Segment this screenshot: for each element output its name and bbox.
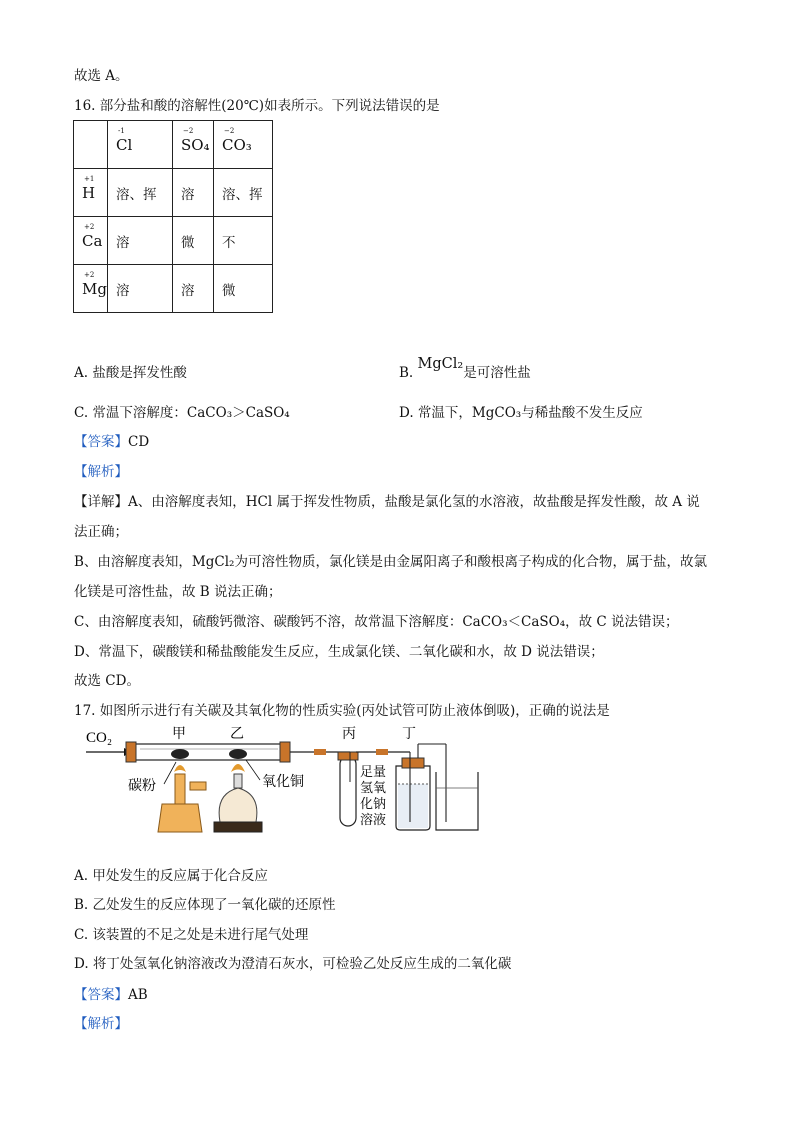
- q17-stem: 17. 如图所示进行有关碳及其氧化物的性质实验(丙处试管可防止液体倒吸)，正确的说法是: [74, 703, 610, 719]
- table-cell: 溶: [172, 169, 213, 217]
- table-row: [74, 265, 273, 313]
- table-cell: 溶: [107, 217, 172, 265]
- beaker: [436, 772, 478, 830]
- q16-option-c: C. 常温下溶解度：CaCO₃＞CaSO₄: [74, 405, 290, 421]
- mgcl2-formula: MgCl₂: [417, 356, 464, 372]
- test-tube-bing: [340, 756, 356, 826]
- q16-detail-b1: B、由溶解度表知，MgCl₂为可溶性物质，氯化镁是由金属阳离子和酸根离子构成的化合物，属于盐，故氯: [74, 554, 707, 570]
- flame-jia: [174, 765, 186, 772]
- table-header-cell: −2 SO₄: [172, 121, 213, 169]
- q16-detail-d: D、常温下，碳酸镁和稀盐酸能发生反应，生成氯化镁、二氧化碳和水，故 D 说法错误；: [74, 644, 604, 660]
- alcohol-lamp: [219, 788, 257, 822]
- table-cell: 溶、挥: [213, 169, 272, 217]
- carbon-powder: [171, 749, 189, 759]
- blast-burner: [175, 774, 185, 804]
- copper-oxide: [229, 749, 247, 759]
- label-copper-oxide: 氧化铜: [262, 774, 304, 790]
- table-cell: 溶: [107, 265, 172, 313]
- q16-analysis-label: 【解析】: [74, 464, 128, 480]
- q17-analysis-label: 【解析】: [74, 1016, 128, 1032]
- right-stopper: [280, 742, 290, 762]
- table-cell: 微: [213, 265, 272, 313]
- experiment-apparatus-figure: [80, 722, 520, 840]
- row-header-cell: +2 Ca: [74, 217, 108, 265]
- q17-option-c: C. 该装置的不足之处是未进行尾气处理: [74, 927, 309, 943]
- flame-yi: [231, 764, 245, 772]
- label-jia: 甲: [172, 726, 186, 742]
- q17-option-a: A. 甲处发生的反应属于化合反应: [74, 868, 268, 884]
- q17-option-b: B. 乙处发生的反应体现了一氧化碳的还原性: [74, 897, 336, 913]
- left-stopper: [126, 742, 136, 762]
- q16-stem: 16. 部分盐和酸的溶解性(20℃)如表所示。下列说法错误的是: [74, 98, 440, 114]
- q16-answer: 【答案】CD: [74, 434, 150, 450]
- naoh-label-1: 足量: [360, 765, 387, 780]
- blast-burner-base: [158, 804, 202, 832]
- naoh-label-4: 溶液: [360, 813, 387, 828]
- row-header-cell: +2 Mg: [74, 265, 108, 313]
- q17-answer: 【答案】AB: [74, 987, 148, 1003]
- lamp-base: [214, 822, 262, 832]
- q17-option-d: D. 将丁处氢氧化钠溶液改为澄清石灰水，可检验乙处反应生成的二氧化碳: [74, 956, 512, 972]
- label-bing: 丙: [342, 726, 356, 742]
- table-cell: 不: [213, 217, 272, 265]
- glass-tube: [134, 744, 282, 760]
- q16-option-a: A. 盐酸是挥发性酸: [74, 365, 187, 381]
- table-cell: 微: [172, 217, 213, 265]
- label-carbon: 碳粉: [128, 778, 156, 794]
- table-header-cell: −2 CO₃: [213, 121, 272, 169]
- prev-conclusion: 故选 A。: [74, 68, 129, 84]
- table-row: [74, 217, 273, 265]
- label-ding: 丁: [402, 726, 416, 742]
- table-row: [74, 169, 273, 217]
- q16-detail-c: C、由溶解度表知，硫酸钙微溶、碳酸钙不溶，故常温下溶解度：CaCO₃＜CaSO₄，故 C 说法错误；: [74, 614, 679, 630]
- label-yi: 乙: [230, 726, 244, 742]
- q16-detail-a2: 法正确；: [74, 524, 128, 540]
- table-cell: 溶、挥: [107, 169, 172, 217]
- naoh-label-3: 化钠: [360, 797, 387, 812]
- q16-detail-b2: 化镁是可溶性盐，故 B 说法正确；: [74, 584, 282, 600]
- q16-detail-a1: 【详解】A、由溶解度表知，HCl 属于挥发性物质，盐酸是氯化氢的水溶液，故盐酸是挥发性酸，故 A 说: [74, 494, 700, 510]
- co2-label: CO₂: [86, 730, 113, 746]
- table-corner-cell: [74, 121, 108, 169]
- solubility-table: [73, 120, 273, 313]
- naoh-label-2: 氢氧: [360, 781, 387, 796]
- table-cell: 溶: [172, 265, 213, 313]
- q16-option-d: D. 常温下，MgCO₃与稀盐酸不发生反应: [399, 405, 643, 421]
- q16-conclusion: 故选 CD。: [74, 673, 140, 689]
- q16-option-b: B. MgCl₂是可溶性盐: [399, 356, 531, 381]
- table-header-cell: -1 Cl: [107, 121, 172, 169]
- row-header-cell: +1 H: [74, 169, 108, 217]
- table-header-row: [74, 121, 273, 169]
